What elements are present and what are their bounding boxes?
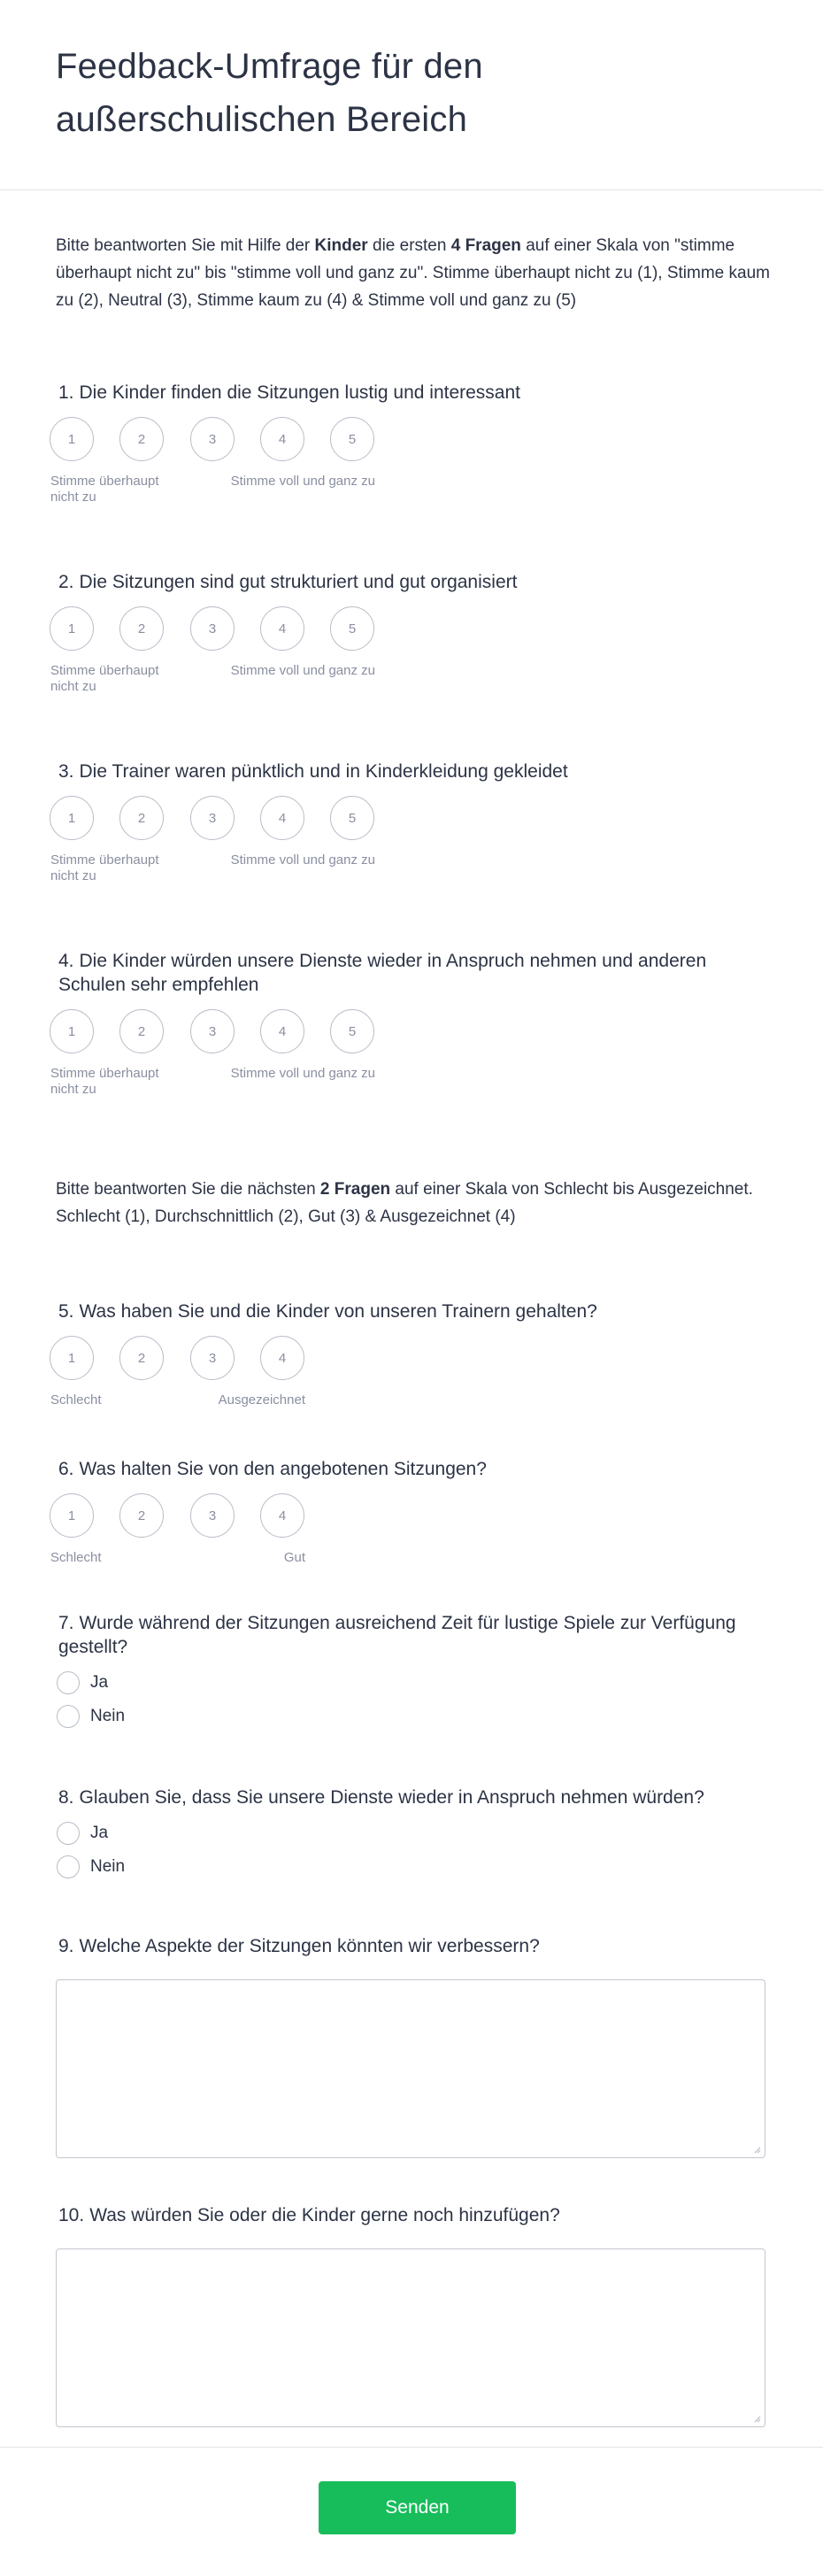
- intro-bold-kinder: Kinder: [314, 236, 368, 255]
- question-text: Was haben Sie und die Kinder von unseren Trainern gehalten?: [79, 1301, 597, 1322]
- intro-text-part: Bitte beantworten Sie die nächsten: [56, 1180, 320, 1199]
- form-footer: [0, 2447, 823, 2576]
- question-9: [49, 1934, 792, 2158]
- rating-option-1[interactable]: 1: [50, 1336, 94, 1380]
- resize-grip-icon[interactable]: [752, 2414, 761, 2423]
- question-number: 3.: [58, 761, 74, 782]
- question-3-label: [49, 760, 792, 783]
- question-2: [49, 570, 792, 716]
- rating-option-5[interactable]: 5: [330, 796, 374, 840]
- question-text: Wurde während der Sitzungen ausreichend Zeit für lustige Spiele zur Verfügung gestellt?: [58, 1613, 736, 1657]
- rating-option-4[interactable]: 4: [260, 417, 304, 461]
- question-8-label: [49, 1785, 792, 1809]
- rating-option-2[interactable]: 2: [119, 796, 164, 840]
- rating-option-2[interactable]: 2: [119, 417, 164, 461]
- scale-left-label: Stimme überhaupt nicht zu: [50, 474, 159, 505]
- question-7: [49, 1611, 792, 1728]
- radio-option-ja[interactable]: [57, 1822, 792, 1845]
- rating-option-4[interactable]: 4: [260, 1009, 304, 1053]
- question-text: Die Kinder finden die Sitzungen lustig und interessant: [79, 382, 520, 403]
- scale-left-label: Schlecht: [50, 1550, 102, 1565]
- scale-labels-q2: [49, 663, 792, 716]
- intro-bold-fragen: 4 Fragen: [450, 236, 521, 255]
- rating-option-2[interactable]: 2: [119, 1009, 164, 1053]
- radio-option-nein[interactable]: [57, 1705, 792, 1728]
- question-text: Die Sitzungen sind gut strukturiert und gut organisiert: [79, 572, 518, 592]
- question-text: Was halten Sie von den angebotenen Sitzungen?: [79, 1459, 487, 1479]
- radio-button[interactable]: [57, 1822, 80, 1845]
- scale-left-label: Stimme überhaupt nicht zu: [50, 663, 159, 694]
- rating-option-4[interactable]: 4: [260, 1493, 304, 1538]
- intro-text-2: [56, 1176, 773, 1230]
- rating-scale-q6: [49, 1493, 792, 1539]
- question-2-label: [49, 570, 792, 594]
- scale-labels-q1: [49, 474, 792, 527]
- scale-labels-q5: [49, 1392, 792, 1419]
- question-number: 7.: [58, 1613, 74, 1633]
- scale-labels-q6: [49, 1550, 792, 1577]
- scale-right-label: Stimme voll und ganz zu: [230, 1066, 375, 1081]
- rating-option-1[interactable]: 1: [50, 1493, 94, 1538]
- textarea-verbessern[interactable]: [56, 1979, 765, 2158]
- intro-text-part: auf einer Skala von "stimme überhaupt nicht zu" bis "stimme voll und ganz zu". Stimme überhaupt nicht zu (1), Stimme kaum zu (2), Neutral (3), Stimme kaum zu (4) & Stimme voll und ganz zu (5): [56, 236, 770, 310]
- radio-option-ja[interactable]: [57, 1671, 792, 1694]
- question-text: Welche Aspekte der Sitzungen könnten wir verbessern?: [79, 1936, 540, 1956]
- radio-button[interactable]: [57, 1671, 80, 1694]
- question-1-label: [49, 381, 792, 405]
- radio-label: Nein: [90, 1707, 126, 1725]
- scale-left-label: Stimme überhaupt nicht zu: [50, 1066, 159, 1097]
- scale-labels-q3: [49, 852, 792, 906]
- question-text: Was würden Sie oder die Kinder gerne noch hinzufügen?: [89, 2205, 560, 2225]
- question-3: [49, 760, 792, 906]
- scale-right-label: Stimme voll und ganz zu: [230, 474, 375, 489]
- rating-option-2[interactable]: 2: [119, 606, 164, 651]
- radio-label: Nein: [90, 1857, 126, 1876]
- question-text: Glauben Sie, dass Sie unsere Dienste wieder in Anspruch nehmen würden?: [79, 1787, 704, 1808]
- question-9-label: [49, 1934, 792, 1958]
- textarea-hinzufuegen[interactable]: [56, 2248, 765, 2427]
- scale-left-label: Schlecht: [50, 1392, 102, 1408]
- scale-left-label: Stimme überhaupt nicht zu: [50, 852, 159, 883]
- radio-label: Ja: [90, 1824, 109, 1842]
- rating-option-3[interactable]: 3: [190, 1493, 235, 1538]
- rating-option-2[interactable]: 2: [119, 1493, 164, 1538]
- scale-right-label: Stimme voll und ganz zu: [230, 852, 375, 868]
- rating-scale-q1: [49, 417, 792, 463]
- rating-option-1[interactable]: 1: [50, 1009, 94, 1053]
- rating-option-3[interactable]: 3: [190, 1009, 235, 1053]
- radio-button[interactable]: [57, 1705, 80, 1728]
- rating-option-3[interactable]: 3: [190, 1336, 235, 1380]
- question-number: 1.: [58, 382, 74, 403]
- intro-text-1: [56, 232, 773, 314]
- rating-option-3[interactable]: 3: [190, 417, 235, 461]
- rating-option-2[interactable]: 2: [119, 1336, 164, 1380]
- scale-right-label: Gut: [283, 1550, 305, 1565]
- question-10-label: [49, 2203, 792, 2227]
- scale-labels-q4: [49, 1066, 792, 1119]
- question-5-label: [49, 1300, 792, 1323]
- rating-option-1[interactable]: 1: [50, 796, 94, 840]
- question-number: 5.: [58, 1301, 74, 1322]
- rating-scale-q3: [49, 796, 792, 842]
- rating-option-1[interactable]: 1: [50, 417, 94, 461]
- question-6-label: [49, 1457, 792, 1481]
- intro-text-part: die ersten: [367, 236, 451, 255]
- submit-button[interactable]: Senden: [319, 2481, 516, 2534]
- question-text: Die Kinder würden unsere Dienste wieder in Anspruch nehmen und anderen Schulen sehr empfehlen: [58, 951, 707, 995]
- rating-option-5[interactable]: 5: [330, 606, 374, 651]
- question-6: [49, 1457, 792, 1577]
- rating-option-4[interactable]: 4: [260, 606, 304, 651]
- question-10: [49, 2203, 792, 2427]
- question-1: [49, 381, 792, 527]
- scale-right-label: Stimme voll und ganz zu: [230, 663, 375, 678]
- rating-option-4[interactable]: 4: [260, 796, 304, 840]
- rating-option-1[interactable]: 1: [50, 606, 94, 651]
- question-number: 2.: [58, 572, 74, 592]
- question-5: [49, 1300, 792, 1419]
- question-number: 4.: [58, 951, 74, 971]
- question-number: 8.: [58, 1787, 74, 1808]
- question-4: [49, 949, 792, 1119]
- rating-scale-q2: [49, 606, 792, 652]
- rating-scale-q5: [49, 1336, 792, 1382]
- question-text: Die Trainer waren pünktlich und in Kinderkleidung gekleidet: [79, 761, 568, 782]
- question-number: 9.: [58, 1936, 74, 1956]
- radio-option-nein[interactable]: [57, 1855, 792, 1878]
- resize-grip-icon[interactable]: [752, 2145, 761, 2154]
- question-number: 6.: [58, 1459, 74, 1479]
- question-8: [49, 1785, 792, 1878]
- rating-scale-q4: [49, 1009, 792, 1055]
- intro-bold-fragen: 2 Fragen: [319, 1180, 391, 1199]
- intro-text-part: auf einer Skala von Schlecht bis Ausgezeichnet. Schlecht (1), Durchschnittlich (2), Gut (3) & Ausgezeichnet (4): [56, 1180, 753, 1226]
- radio-button[interactable]: [57, 1855, 80, 1878]
- rating-option-4[interactable]: 4: [260, 1336, 304, 1380]
- rating-option-3[interactable]: 3: [190, 606, 235, 651]
- rating-option-3[interactable]: 3: [190, 796, 235, 840]
- question-7-label: [49, 1611, 765, 1659]
- rating-option-5[interactable]: 5: [330, 417, 374, 461]
- scale-right-label: Ausgezeichnet: [218, 1392, 305, 1408]
- question-4-label: [49, 949, 748, 997]
- intro-text-part: Bitte beantworten Sie mit Hilfe der: [56, 236, 315, 255]
- rating-option-5[interactable]: 5: [330, 1009, 374, 1053]
- radio-label: Ja: [90, 1673, 109, 1692]
- form-title: Feedback-Umfrage für den außerschulischen Bereich: [56, 47, 483, 139]
- form-header: [0, 0, 823, 190]
- question-number: 10.: [58, 2205, 85, 2225]
